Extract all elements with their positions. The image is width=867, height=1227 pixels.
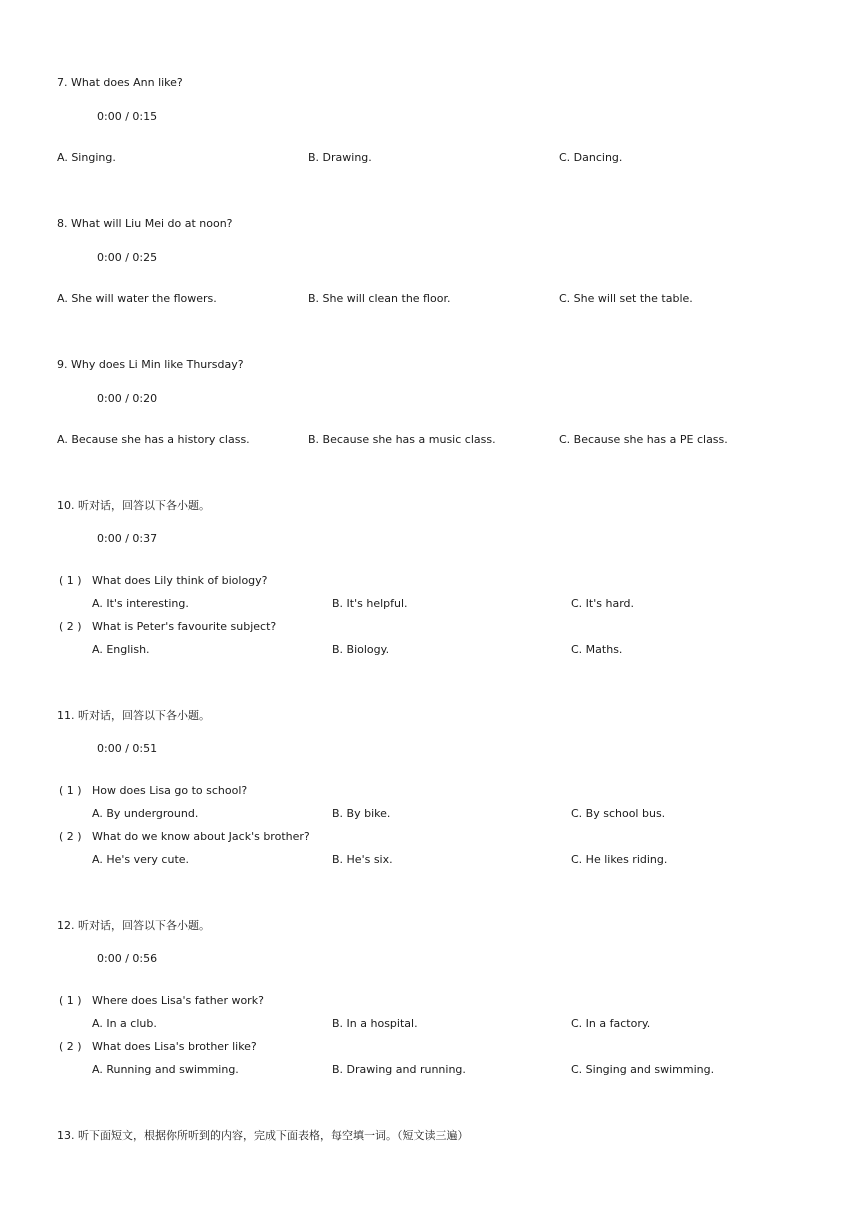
question-9-option-c[interactable]: C. Because she has a PE class. — [559, 433, 728, 446]
question-12-sub-1-number: ( 1 ) — [59, 994, 82, 1007]
question-11-sub-1-option-c[interactable]: C. By school bus. — [571, 807, 666, 820]
question-7-option-a[interactable]: A. Singing. — [57, 151, 116, 164]
audio-player-7[interactable]: 0:00 / 0:15 — [97, 110, 158, 123]
question-10-title: 10. 听对话，回答以下各小题。 — [57, 499, 210, 512]
question-10-sub-1-number: ( 1 ) — [59, 574, 82, 587]
question-8-option-c[interactable]: C. She will set the table. — [559, 292, 693, 305]
question-12-sub-2-option-a[interactable]: A. Running and swimming. — [92, 1063, 239, 1076]
question-12-sub-1-option-a[interactable]: A. In a club. — [92, 1017, 157, 1030]
question-12-sub-2-number: ( 2 ) — [59, 1040, 82, 1053]
question-12-sub-1-option-b[interactable]: B. In a hospital. — [332, 1017, 418, 1030]
question-10-sub-2-option-a[interactable]: A. English. — [92, 643, 150, 656]
audio-player-10[interactable]: 0:00 / 0:37 — [97, 532, 158, 545]
question-8-title: 8. What will Liu Mei do at noon? — [57, 217, 233, 230]
question-10-sub-2-option-c[interactable]: C. Maths. — [571, 643, 623, 656]
question-11-sub-1-number: ( 1 ) — [59, 784, 82, 797]
question-11-sub-1-option-b[interactable]: B. By bike. — [332, 807, 391, 820]
question-7-option-b[interactable]: B. Drawing. — [308, 151, 372, 164]
question-12-sub-1-text: Where does Lisa's father work? — [92, 994, 264, 1007]
question-11-sub-1-option-a[interactable]: A. By underground. — [92, 807, 199, 820]
audio-player-8[interactable]: 0:00 / 0:25 — [97, 251, 158, 264]
question-10-sub-2-number: ( 2 ) — [59, 620, 82, 633]
question-10-sub-1-text: What does Lily think of biology? — [92, 574, 268, 587]
audio-player-11[interactable]: 0:00 / 0:51 — [97, 742, 158, 755]
question-12-sub-1-option-c[interactable]: C. In a factory. — [571, 1017, 651, 1030]
question-11-sub-1-text: How does Lisa go to school? — [92, 784, 248, 797]
question-12-sub-2-text: What does Lisa's brother like? — [92, 1040, 257, 1053]
question-8-option-a[interactable]: A. She will water the flowers. — [57, 292, 217, 305]
question-13-title: 13. 听下面短文，根据你所听到的内容，完成下面表格，每空填一词。（短文读三遍） — [57, 1129, 469, 1142]
question-11-sub-2-text: What do we know about Jack's brother? — [92, 830, 310, 843]
question-9-option-a[interactable]: A. Because she has a history class. — [57, 433, 250, 446]
question-12-title: 12. 听对话，回答以下各小题。 — [57, 919, 210, 932]
question-9-option-b[interactable]: B. Because she has a music class. — [308, 433, 496, 446]
question-8-option-b[interactable]: B. She will clean the floor. — [308, 292, 451, 305]
audio-player-12[interactable]: 0:00 / 0:56 — [97, 952, 158, 965]
question-10-sub-2-option-b[interactable]: B. Biology. — [332, 643, 390, 656]
question-12-sub-2-option-b[interactable]: B. Drawing and running. — [332, 1063, 466, 1076]
question-11-sub-2-option-b[interactable]: B. He's six. — [332, 853, 393, 866]
question-7-option-c[interactable]: C. Dancing. — [559, 151, 623, 164]
question-11-sub-2-option-a[interactable]: A. He's very cute. — [92, 853, 190, 866]
question-11-sub-2-option-c[interactable]: C. He likes riding. — [571, 853, 668, 866]
question-11-sub-2-number: ( 2 ) — [59, 830, 82, 843]
question-10-sub-1-option-a[interactable]: A. It's interesting. — [92, 597, 189, 610]
question-10-sub-1-option-c[interactable]: C. It's hard. — [571, 597, 635, 610]
question-11-title: 11. 听对话，回答以下各小题。 — [57, 709, 210, 722]
audio-player-9[interactable]: 0:00 / 0:20 — [97, 392, 158, 405]
question-7-title: 7. What does Ann like? — [57, 76, 183, 89]
question-12-sub-2-option-c[interactable]: C. Singing and swimming. — [571, 1063, 715, 1076]
question-10-sub-2-text: What is Peter's favourite subject? — [92, 620, 277, 633]
question-9-title: 9. Why does Li Min like Thursday? — [57, 358, 244, 371]
question-10-sub-1-option-b[interactable]: B. It's helpful. — [332, 597, 408, 610]
